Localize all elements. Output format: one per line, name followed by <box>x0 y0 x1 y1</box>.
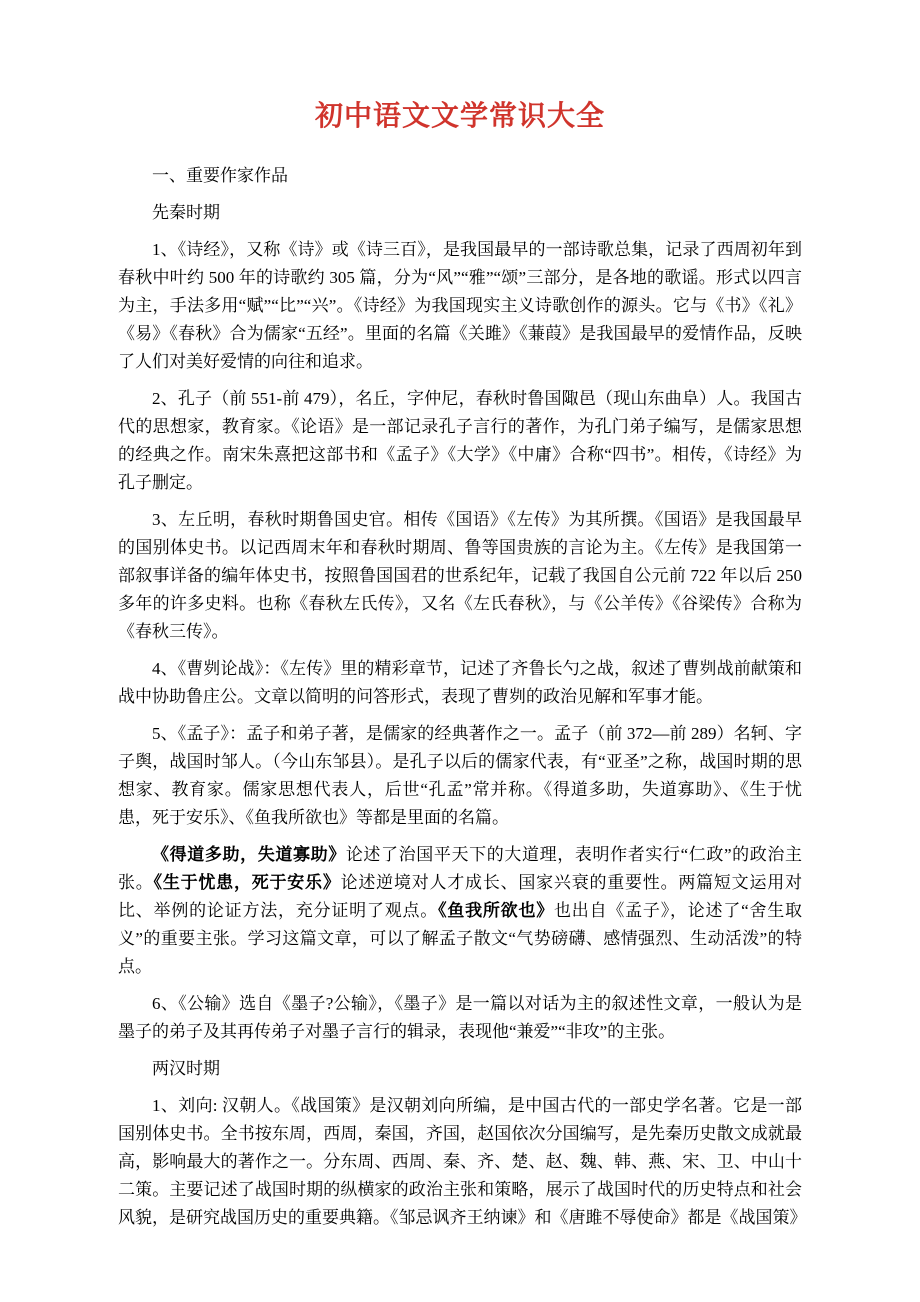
subsection-heading <box>118 1055 802 1083</box>
section-heading <box>118 162 802 190</box>
paragraph <box>118 1092 807 1232</box>
paragraph <box>118 506 802 646</box>
bold-text-run: 《得道多助，失道寡助》 <box>152 845 346 864</box>
text-run: 1、刘向: 汉朝人。《战国策》是汉朝刘向所编，是中国古代的一部史学名著。它是一部国别体史书。全书按东周，西周，秦国，齐国，赵国依次分国编写，是先秦历史散文成就最高，影响最大的著作之一。分东周、西周、秦、齐、楚、赵、魏、韩、燕、宋、卫、中山十二策。主要记述了战国时期的纵横家的政治主张和策略，展示了战国时代的历史特点和社会风貌，是研究战国历史的重要典籍。《邹忌讽齐王纳谏》和《唐雎不辱使命》都是《战国策》 <box>118 1096 807 1227</box>
document-body <box>118 162 807 1232</box>
text-run: 论述逆境对人才成长、国家兴衰的重要性。两篇短文运用对比、举例的论证方法，充分证明了观点。 <box>118 873 803 920</box>
paragraph <box>118 385 802 497</box>
paragraph <box>118 236 802 376</box>
text-run: 5、《孟子》：孟子和弟子著，是儒家的经典著作之一。孟子（前 372—前 289）名轲、字子舆，战国时邹人。（今山东邹县）。是孔子以后的儒家代表，有“亚圣”之称，战国时期的思想家、教育家。儒家思想代表人，后世“孔孟”常并称。《得道多助，失道寡助》、《生于忧患，死于安乐》、《鱼我所欲也》等都是里面的名篇。 <box>118 724 802 827</box>
paragraph <box>118 720 802 832</box>
text-run: 1、《诗经》，又称《诗》或《诗三百》，是我国最早的一部诗歌总集，记录了西周初年到春秋中叶约 500 年的诗歌约 305 篇，分为“风”“雅”“颂”三部分，是各地的歌谣。形式以四言为主，手法多用“赋”“比”“兴”。《诗经》为我国现实主义诗歌创作的源头。它与《书》《礼》《易》《春秋》合为儒家“五经”。里面的名篇《关雎》《蒹葭》是我国最早的爱情作品，反映了人们对美好爱情的向往和追求。 <box>118 240 802 371</box>
paragraph <box>118 990 802 1046</box>
text-run: 2、孔子（前 551-前 479），名丘，字仲尼，春秋时鲁国陬邑（现山东曲阜）人。我国古代的思想家，教育家。《论语》是一部记录孔子言行的著作，为孔门弟子编写，是儒家思想的经典之作。南宋朱熹把这部书和《孟子》《大学》《中庸》合称“四书”。相传，《诗经》为孔子删定。 <box>118 389 802 492</box>
bold-text-run: 《鱼我所欲也》 <box>438 901 555 920</box>
text-run: 4、《曹刿论战》：《左传》里的精彩章节，记述了齐鲁长勺之战，叙述了曹刿战前献策和战中协助鲁庄公。文章以简明的问答形式，表现了曹刿的政治见解和军事才能。 <box>118 659 802 706</box>
document-title: 初中语文文学常识大全 <box>314 101 605 132</box>
subsection-heading <box>118 199 802 227</box>
paragraph <box>118 655 802 711</box>
text-run: 6、《公输》选自《墨子?公输》，《墨子》是一篇以对话为主的叙述性文章，一般认为是墨子的弟子及其再传弟子对墨子言行的辑录，表现他“兼爱”“非攻”的主张。 <box>118 994 802 1041</box>
paragraph <box>118 841 802 981</box>
text-run: 3、左丘明，春秋时期鲁国史官。相传《国语》《左传》为其所撰。《国语》是我国最早的国别体史书。以记西周末年和春秋时期周、鲁等国贵族的言论为主。《左传》是我国第一部叙事详备的编年体史书，按照鲁国国君的世系纪年，记载了我国自公元前 722 年以后 250 多年的许多史料。也称《春秋左氏传》，又名《左氏春秋》，与《公羊传》《谷梁传》合称为《春秋三传》。 <box>118 510 802 641</box>
text-run: 一、重要作家作品 <box>152 166 288 185</box>
bold-text-run: 《生于忧患，死于安乐》 <box>153 873 341 892</box>
text-run: 论述了治国平天下的大道理，表明作者实行“仁政”的政治主张。 <box>118 845 802 892</box>
text-run: 先秦时期 <box>152 203 220 222</box>
text-run: 也出自《孟子》，论述了“舍生取义”的重要主张。学习这篇文章，可以了解孟子散文“气势磅礴、感情强烈、生动活泼”的特点。 <box>118 901 803 976</box>
text-run: 两汉时期 <box>152 1059 220 1078</box>
